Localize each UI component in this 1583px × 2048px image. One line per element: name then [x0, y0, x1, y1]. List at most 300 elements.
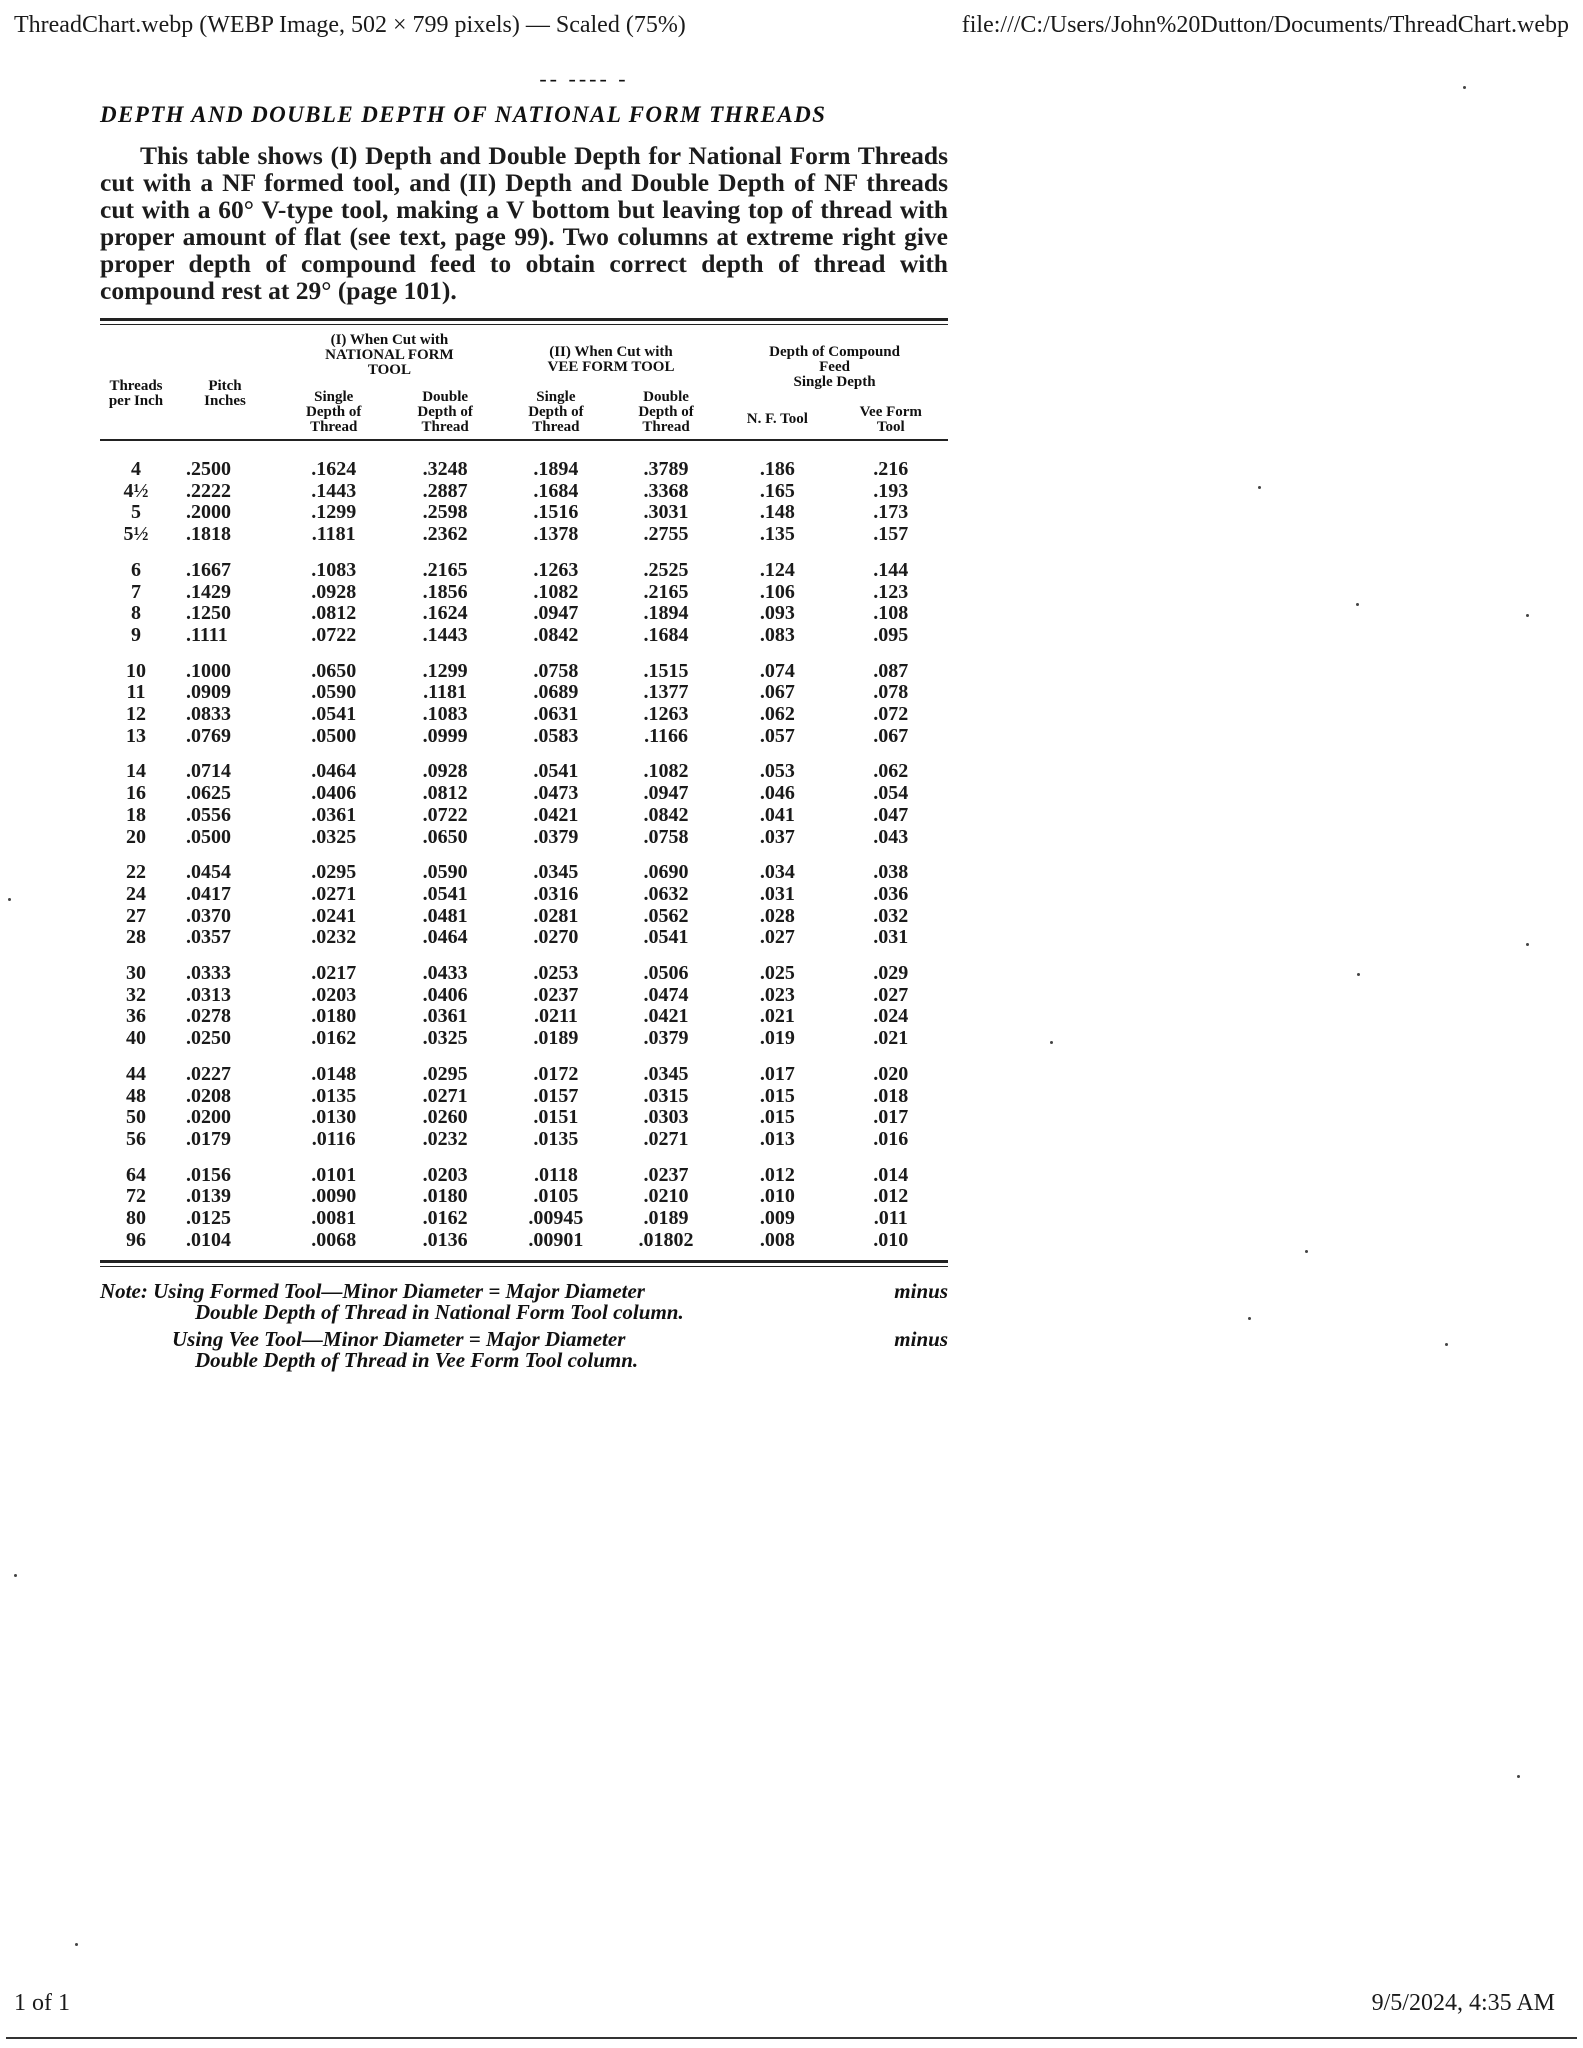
cell-vee-tool: .123	[873, 580, 909, 603]
cell-nf-single: .1624	[311, 458, 357, 480]
col-nf-tool	[721, 390, 833, 435]
cell-vee-single: .0237	[533, 983, 579, 1006]
cell-nf-single: .0271	[311, 882, 357, 905]
cell-vee-single: .0421	[533, 803, 579, 826]
footer-datetime: 9/5/2024, 4:35 AM	[1371, 1990, 1555, 2016]
cell-vee-single: .0541	[533, 760, 579, 783]
col-nf-double-depth	[389, 390, 500, 435]
table-row	[100, 884, 948, 906]
cell-nf-tool: .019	[759, 1027, 795, 1050]
speck	[1463, 86, 1466, 89]
cell-tpi: 80	[126, 1207, 146, 1230]
print-header-url: file:///C:/Users/John%20Dutton/Documents/ThreadChart.webp	[961, 12, 1569, 38]
cell-tpi: 5½	[123, 523, 149, 546]
cell-tpi: 56	[126, 1127, 146, 1150]
col-nf-single-depth	[278, 390, 389, 435]
col-nf-tool-label: N. F. Tool	[746, 411, 808, 427]
cell-vee-tool: .054	[873, 782, 909, 805]
table-row	[100, 625, 948, 647]
cell-nf-double: .3248	[422, 458, 468, 480]
note-text-3b: minus	[894, 1326, 948, 1351]
cell-nf-single: .0130	[311, 1106, 357, 1129]
cell-vee-single: .0379	[533, 825, 579, 848]
cell-pitch: .0357	[186, 926, 231, 949]
table-row	[100, 783, 948, 805]
cell-nf-double: .2887	[422, 479, 468, 502]
cell-vee-tool: .108	[873, 602, 909, 625]
note-text-3a: Using Vee Tool—Minor Diameter = Major Diameter	[172, 1326, 626, 1351]
cell-tpi: 13	[126, 724, 146, 747]
table-row	[100, 582, 948, 604]
cell-nf-tool: .012	[759, 1163, 795, 1186]
cell-tpi: 30	[126, 962, 146, 985]
cell-nf-single: .0406	[311, 782, 357, 805]
note-text-1b: minus	[894, 1278, 948, 1303]
cell-pitch: .0250	[186, 1027, 231, 1050]
cell-tpi: 8	[131, 602, 141, 625]
note	[100, 1278, 948, 1372]
cell-vee-tool: .011	[873, 1207, 908, 1230]
cell-vee-single: .1378	[533, 523, 579, 546]
cell-vee-single: .0473	[533, 782, 579, 805]
cell-vee-single: .0583	[533, 724, 579, 747]
cell-vee-double: .2755	[643, 523, 689, 546]
cell-vee-tool: .018	[873, 1084, 909, 1107]
cell-pitch: .0156	[186, 1163, 231, 1186]
group-compound-label-1: Depth of Compound	[769, 344, 900, 360]
cell-vee-tool: .087	[873, 659, 909, 682]
cell-vee-double: .0379	[643, 1027, 689, 1050]
cell-nf-tool: .083	[759, 623, 795, 646]
cell-pitch: .0909	[186, 681, 231, 704]
cell-nf-double: .1624	[422, 602, 468, 625]
col-nf-double-label-3: Thread	[421, 419, 469, 435]
cell-vee-double: .0345	[643, 1062, 689, 1085]
cell-tpi: 12	[126, 703, 146, 726]
cell-nf-single: .0081	[311, 1207, 357, 1230]
speck	[1357, 973, 1360, 976]
cell-nf-single: .0812	[311, 602, 357, 625]
cell-tpi: 4½	[123, 479, 149, 502]
cell-tpi: 28	[126, 926, 146, 949]
cell-tpi: 22	[126, 861, 146, 884]
cell-vee-double: .1166	[644, 724, 688, 747]
table-row	[100, 441, 948, 481]
cell-nf-single: .0541	[311, 703, 357, 726]
cell-nf-tool: .135	[759, 523, 795, 546]
cell-vee-tool: .017	[873, 1106, 909, 1129]
cell-nf-double: .2362	[422, 523, 468, 546]
footer-rule	[6, 2037, 1577, 2039]
cell-nf-double: .1299	[422, 659, 468, 682]
cell-tpi: 4	[131, 458, 141, 480]
table-row	[100, 747, 948, 783]
cell-nf-tool: .034	[759, 861, 795, 884]
cell-tpi: 48	[126, 1084, 146, 1107]
col-vee-double-label-3: Thread	[642, 419, 690, 435]
cell-vee-tool: .157	[873, 523, 909, 546]
rows-group-4	[100, 747, 948, 848]
cell-vee-tool: .036	[873, 882, 909, 905]
speck	[1445, 1343, 1448, 1346]
cell-nf-tool: .023	[759, 983, 795, 1006]
cell-nf-double: .0162	[422, 1207, 468, 1230]
rows-group-2	[100, 546, 948, 647]
table-row	[100, 906, 948, 928]
col-pitch-label-1: Pitch	[208, 378, 242, 394]
cell-nf-tool: .046	[759, 782, 795, 805]
cell-pitch: .1429	[186, 580, 231, 603]
group-compound-label-2: Feed	[819, 359, 850, 375]
cell-nf-tool: .009	[759, 1207, 795, 1230]
cell-tpi: 27	[126, 904, 146, 927]
table-row	[100, 1086, 948, 1108]
cell-vee-single: .1684	[533, 479, 579, 502]
speck	[1526, 943, 1529, 946]
cell-vee-tool: .067	[873, 724, 909, 747]
cell-vee-double: .0632	[643, 882, 689, 905]
cell-pitch: .0278	[186, 1005, 231, 1028]
cell-vee-single: .0172	[533, 1062, 579, 1085]
cell-nf-tool: .057	[759, 724, 795, 747]
cell-nf-tool: .013	[759, 1127, 795, 1150]
cell-tpi: 32	[126, 983, 146, 1006]
col-vee-single-label-2: Depth of	[528, 404, 584, 420]
cell-vee-double: .0210	[643, 1185, 689, 1208]
cell-nf-double: .1856	[422, 580, 468, 603]
note-line-3	[100, 1326, 948, 1351]
cell-nf-double: .0232	[422, 1127, 468, 1150]
col-pitch	[172, 325, 278, 435]
cell-nf-single: .0361	[311, 803, 357, 826]
cell-pitch: .1000	[186, 659, 231, 682]
cell-vee-single: .1516	[533, 501, 579, 524]
cell-vee-tool: .020	[873, 1062, 909, 1085]
cell-vee-double: .0421	[643, 1005, 689, 1028]
cell-nf-single: .0148	[311, 1062, 357, 1085]
cell-nf-tool: .106	[759, 580, 795, 603]
table-header	[100, 325, 948, 441]
cell-pitch: .1818	[186, 523, 231, 546]
cell-nf-single: .1299	[311, 501, 357, 524]
col-pitch-label-2: Inches	[204, 393, 246, 409]
cell-nf-single: .0090	[311, 1185, 357, 1208]
cell-vee-tool: .032	[873, 904, 909, 927]
cell-pitch: .0500	[186, 825, 231, 848]
cell-vee-single: .0151	[533, 1106, 579, 1129]
cell-nf-tool: .021	[759, 1005, 795, 1028]
cell-vee-single: .0211	[533, 1005, 578, 1028]
cell-nf-tool: .148	[759, 501, 795, 524]
cell-tpi: 5	[131, 501, 141, 524]
table-row	[100, 704, 948, 726]
cell-vee-tool: .072	[873, 703, 909, 726]
cell-pitch: .0454	[186, 861, 231, 884]
cell-vee-tool: .029	[873, 962, 909, 985]
cell-vee-double: .0842	[643, 803, 689, 826]
table-row	[100, 827, 948, 849]
cell-vee-single: .1082	[533, 580, 579, 603]
cell-nf-tool: .053	[759, 760, 795, 783]
cell-nf-double: .0590	[422, 861, 468, 884]
cell-vee-single: .0947	[533, 602, 579, 625]
cell-vee-double: .0237	[643, 1163, 689, 1186]
cell-nf-single: .0650	[311, 659, 357, 682]
cell-nf-single: .0590	[311, 681, 357, 704]
cell-vee-double: .0315	[643, 1084, 689, 1107]
cell-tpi: 9	[131, 623, 141, 646]
table-row	[100, 524, 948, 546]
cell-tpi: 7	[131, 580, 141, 603]
cell-vee-tool: .010	[873, 1228, 909, 1251]
cell-pitch: .1250	[186, 602, 231, 625]
cell-vee-tool: .216	[873, 458, 909, 480]
cell-nf-single: .0180	[311, 1005, 357, 1028]
cell-nf-tool: .010	[759, 1185, 795, 1208]
col-tpi-label-2: per Inch	[108, 393, 164, 409]
cell-nf-double: .2598	[422, 501, 468, 524]
cell-vee-single: .0135	[533, 1127, 579, 1150]
cell-pitch: .0208	[186, 1084, 231, 1107]
cell-pitch: .0313	[186, 983, 231, 1006]
group-national-label-1: (I) When Cut with	[330, 332, 449, 348]
table-top-rule	[100, 318, 948, 325]
cell-nf-double: .0650	[422, 825, 468, 848]
cell-nf-double: .0271	[422, 1084, 468, 1107]
cell-vee-single: .0270	[533, 926, 579, 949]
cell-nf-double: .0433	[422, 962, 468, 985]
cell-vee-double: .0474	[643, 983, 689, 1006]
cell-vee-double: .3368	[643, 479, 689, 502]
note-line-1	[100, 1278, 948, 1303]
col-vee-double-label-2: Depth of	[638, 404, 694, 420]
cell-vee-double: .0303	[643, 1106, 689, 1129]
cell-pitch: .0714	[186, 760, 231, 783]
cell-nf-single: .0068	[311, 1228, 357, 1251]
cell-nf-double: .0361	[422, 1005, 468, 1028]
scanned-document	[100, 66, 948, 1372]
cell-vee-single: .0631	[533, 703, 579, 726]
cell-tpi: 50	[126, 1106, 146, 1129]
cell-vee-tool: .062	[873, 760, 909, 783]
cell-nf-double: .0260	[422, 1106, 468, 1129]
cell-nf-tool: .074	[759, 659, 795, 682]
cell-nf-double: .0295	[422, 1062, 468, 1085]
cell-nf-double: .0541	[422, 882, 468, 905]
cell-nf-tool: .165	[759, 479, 795, 502]
cell-nf-tool: .062	[759, 703, 795, 726]
speck	[1526, 614, 1529, 617]
cell-vee-single: .0689	[533, 681, 579, 704]
cell-vee-double: .0189	[643, 1207, 689, 1230]
table-row	[100, 1186, 948, 1208]
table-row	[100, 1151, 948, 1187]
cell-vee-double: .01802	[638, 1228, 694, 1251]
cell-vee-double: .0758	[643, 825, 689, 848]
col-vee-double-depth	[611, 390, 721, 435]
speck	[1517, 1775, 1520, 1778]
cell-vee-double: .0690	[643, 861, 689, 884]
table-row	[100, 985, 948, 1007]
cell-nf-single: .0241	[311, 904, 357, 927]
table-row	[100, 1050, 948, 1086]
cell-nf-double: .0999	[422, 724, 468, 747]
cell-vee-single: .0118	[533, 1163, 578, 1186]
cell-nf-single: .0101	[311, 1163, 357, 1186]
speck	[1356, 603, 1359, 606]
cell-tpi: 10	[126, 659, 146, 682]
cell-nf-tool: .015	[759, 1106, 795, 1129]
cell-tpi: 96	[126, 1228, 146, 1251]
cell-pitch: .0769	[186, 724, 231, 747]
table-row	[100, 927, 948, 949]
col-vee-single-label-3: Thread	[532, 419, 580, 435]
col-nf-double-label-2: Depth of	[417, 404, 473, 420]
cell-nf-tool: .028	[759, 904, 795, 927]
table-row	[100, 1107, 948, 1129]
cell-vee-single: .0157	[533, 1084, 579, 1107]
cell-vee-single: .00945	[528, 1207, 584, 1230]
cell-pitch: .0227	[186, 1062, 231, 1085]
cell-nf-single: .0135	[311, 1084, 357, 1107]
cell-nf-double: .0481	[422, 904, 468, 927]
cell-nf-single: .0464	[311, 760, 357, 783]
thread-table	[100, 325, 948, 1252]
cell-pitch: .0333	[186, 962, 231, 985]
col-vee-double-label-1: Double	[643, 389, 689, 405]
cell-nf-double: .0812	[422, 782, 468, 805]
cell-vee-double: .1377	[643, 681, 689, 704]
cell-vee-double: .1515	[643, 659, 689, 682]
speck	[14, 1574, 17, 1577]
cell-vee-tool: .038	[873, 861, 909, 884]
col-tpi-label-1: Threads	[109, 378, 163, 394]
cell-vee-tool: .078	[873, 681, 909, 704]
cell-nf-double: .0136	[422, 1228, 468, 1251]
cell-vee-tool: .014	[873, 1163, 909, 1186]
cell-pitch: .0833	[186, 703, 231, 726]
cell-tpi: 64	[126, 1163, 146, 1186]
cell-vee-single: .0345	[533, 861, 579, 884]
cell-vee-tool: .027	[873, 983, 909, 1006]
cell-pitch: .0556	[186, 803, 231, 826]
cell-pitch: .0417	[186, 882, 231, 905]
table-row	[100, 949, 948, 985]
cell-vee-tool: .016	[873, 1127, 909, 1150]
rows-group-5	[100, 848, 948, 949]
cell-nf-single: .1083	[311, 558, 357, 581]
cell-nf-double: .1083	[422, 703, 468, 726]
speck	[1248, 1317, 1251, 1320]
cell-pitch: .0125	[186, 1207, 231, 1230]
cell-nf-double: .1443	[422, 623, 468, 646]
cell-vee-double: .0541	[643, 926, 689, 949]
table-row	[100, 805, 948, 827]
cell-nf-double: .0325	[422, 1027, 468, 1050]
cell-vee-single: .0105	[533, 1185, 579, 1208]
cell-nf-single: .0162	[311, 1027, 357, 1050]
speck	[1305, 1250, 1308, 1253]
group-vee-form-tool	[501, 325, 721, 390]
col-vee-single-label-1: Single	[536, 389, 576, 405]
note-text-1a: Using Formed Tool—Minor Diameter = Major Diameter	[153, 1278, 645, 1303]
cell-vee-double: .1082	[643, 760, 689, 783]
cell-nf-double: .0928	[422, 760, 468, 783]
group-national-label-2: NATIONAL FORM	[325, 347, 454, 363]
table-row	[100, 682, 948, 704]
group-national-form-tool	[278, 325, 501, 390]
table-row	[100, 603, 948, 625]
rows-group-7	[100, 1050, 948, 1151]
cell-nf-double: .2165	[422, 558, 468, 581]
cell-nf-tool: .124	[759, 558, 795, 581]
cell-nf-tool: .186	[759, 458, 795, 480]
document-title: DEPTH AND DOUBLE DEPTH OF NATIONAL FORM THREADS	[100, 102, 827, 127]
cell-vee-single: .0316	[533, 882, 579, 905]
speck	[75, 1943, 78, 1946]
cell-tpi: 16	[126, 782, 146, 805]
cell-vee-single: .0758	[533, 659, 579, 682]
cell-nf-single: .0500	[311, 724, 357, 747]
cell-tpi: 36	[126, 1005, 146, 1028]
cell-vee-double: .2525	[643, 558, 689, 581]
note-text-4: Double Depth of Thread in Vee Form Tool column.	[195, 1347, 639, 1372]
rows-group-6	[100, 949, 948, 1050]
cell-nf-tool: .031	[759, 882, 795, 905]
cell-vee-double: .2165	[643, 580, 689, 603]
table-row	[100, 848, 948, 884]
table-row	[100, 1230, 948, 1252]
col-nf-single-label-1: Single	[314, 389, 354, 405]
cell-pitch: .1667	[186, 558, 231, 581]
group-compound-label-3: Single Depth	[793, 374, 876, 390]
table-bottom-rule	[100, 1260, 948, 1267]
cell-vee-tool: .144	[873, 558, 909, 581]
dash-mark: -- ---- -	[539, 66, 629, 91]
cell-vee-single: .0281	[533, 904, 579, 927]
cell-tpi: 72	[126, 1185, 146, 1208]
print-header-title: ThreadChart.webp (WEBP Image, 502 × 799 pixels) — Scaled (75%)	[14, 12, 686, 38]
cell-vee-tool: .043	[873, 825, 909, 848]
col-nf-single-label-3: Thread	[310, 419, 358, 435]
cell-vee-tool: .024	[873, 1005, 909, 1028]
cell-vee-tool: .047	[873, 803, 909, 826]
col-vee-tool-label-2: Tool	[876, 419, 905, 435]
cell-vee-double: .1894	[643, 602, 689, 625]
footer-page-count: 1 of 1	[14, 1990, 70, 2016]
cell-nf-tool: .008	[759, 1228, 795, 1251]
group-vee-label-1: (II) When Cut with	[549, 344, 673, 360]
cell-vee-tool: .012	[873, 1185, 909, 1208]
cell-vee-single: .1894	[533, 458, 579, 480]
cell-pitch: .0179	[186, 1127, 231, 1150]
cell-nf-single: .0928	[311, 580, 357, 603]
cell-tpi: 11	[126, 681, 146, 704]
cell-vee-tool: .095	[873, 623, 909, 646]
cell-nf-single: .0722	[311, 623, 357, 646]
intro-paragraph: This table shows (I) Depth and Double Depth for National Form Threads cut with a NF formed tool, and (II) Depth and Double Depth of NF threads cut with a 60° V-type tool, making a V bottom but leaving top of thread with proper amount of flat (see text, page 99). Two columns at extreme right give proper depth of compound feed to obtain correct depth of thread with compound rest at 29° (page 101).	[100, 141, 948, 305]
cell-nf-single: .1181	[311, 523, 356, 546]
table-row	[100, 1129, 948, 1151]
cell-nf-single: .1443	[311, 479, 357, 502]
cell-pitch: .0370	[186, 904, 231, 927]
cell-nf-double: .0464	[422, 926, 468, 949]
cell-vee-tool: .031	[873, 926, 909, 949]
cell-tpi: 18	[126, 803, 146, 826]
col-nf-single-label-2: Depth of	[305, 404, 362, 420]
group-compound-feed	[721, 325, 948, 390]
rows-group-8	[100, 1151, 948, 1252]
